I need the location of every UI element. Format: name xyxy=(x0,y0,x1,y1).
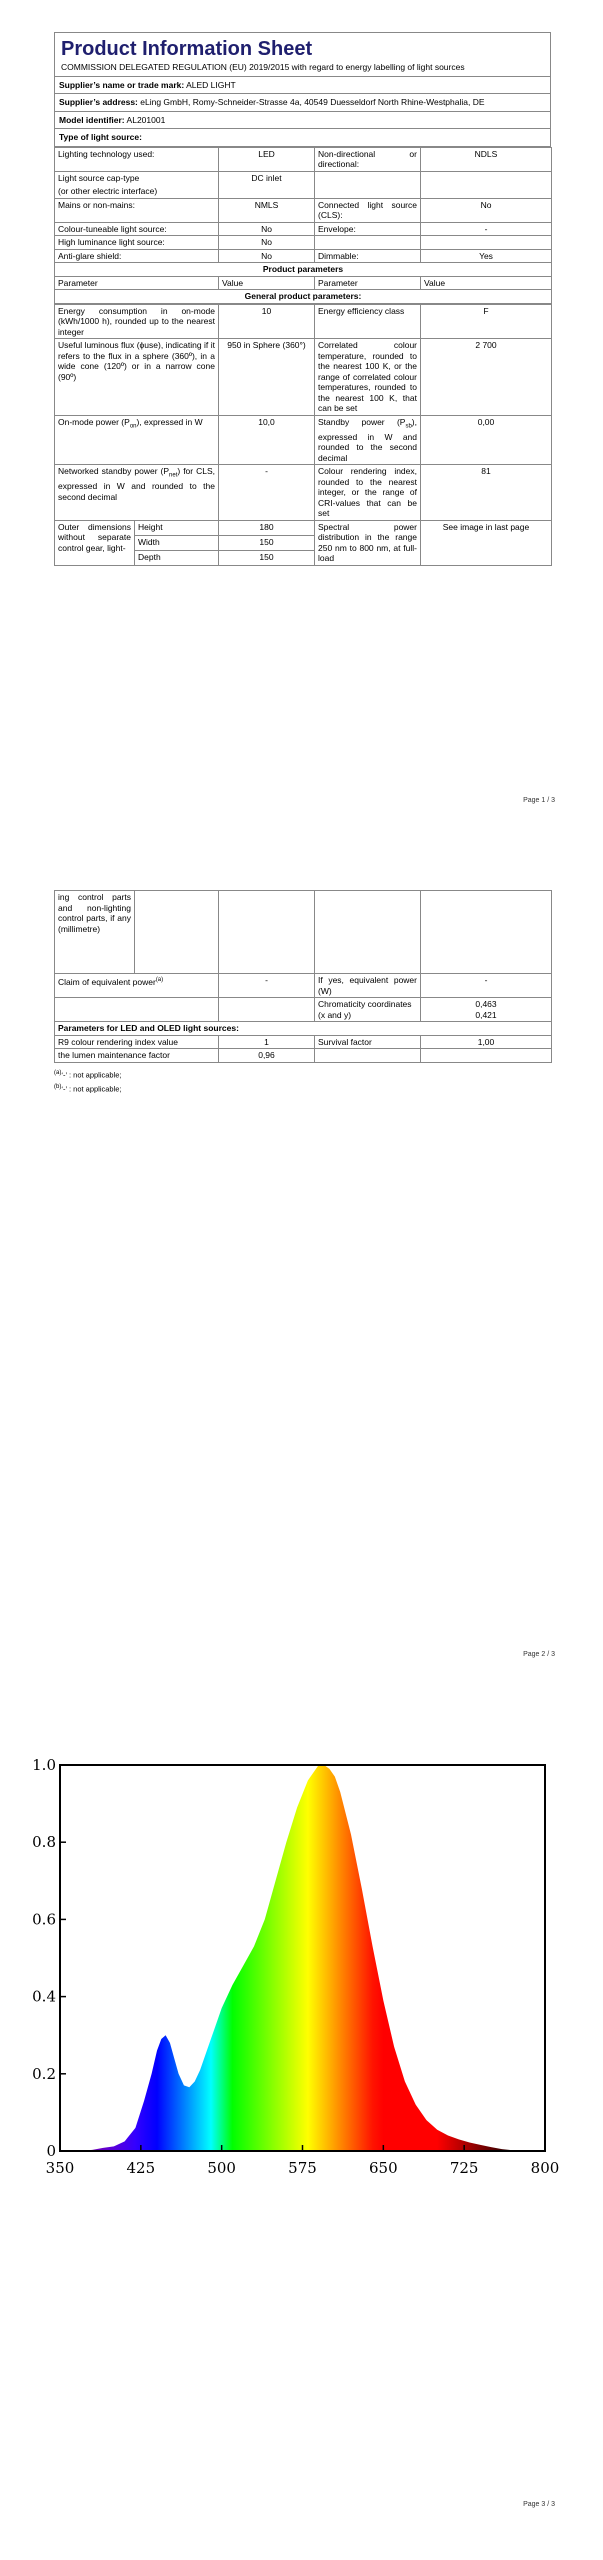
spectral-power-chart-svg xyxy=(32,1755,560,2195)
empty-cell xyxy=(135,891,219,974)
x-tick-label: 650 xyxy=(369,2159,398,2177)
net-standby-label-sub: net xyxy=(169,472,178,479)
anti-glare-value: No xyxy=(219,249,315,263)
survival-value: 1,00 xyxy=(421,1035,552,1049)
page-2 xyxy=(0,890,603,1670)
col-value: Value xyxy=(421,276,552,290)
cap-type-label xyxy=(55,171,219,198)
empty-cell xyxy=(421,891,552,974)
r9-value: 1 xyxy=(219,1035,315,1049)
table-row xyxy=(55,1022,552,1036)
spectral-power-chart xyxy=(32,1755,560,2195)
net-standby-value: - xyxy=(219,465,315,521)
net-standby-label-post: ) for CLS, expressed in W and rounded to the second decimal xyxy=(58,466,216,502)
table-row xyxy=(55,1049,552,1063)
eff-class-label: Energy efficiency class xyxy=(315,304,421,339)
y-tick-label: 0 xyxy=(46,2142,56,2160)
empty-cell xyxy=(55,998,219,1022)
supplier-address-row xyxy=(54,94,551,112)
supplier-name: ALED LIGHT xyxy=(186,79,236,90)
x-tick-label: 725 xyxy=(449,2159,479,2177)
lumen-maint-value: 0,96 xyxy=(219,1049,315,1063)
x-tick-label: 800 xyxy=(530,2159,560,2177)
table-row xyxy=(55,465,552,521)
cap-type-label-line1: Light source cap-type xyxy=(58,172,140,183)
table-row xyxy=(55,1035,552,1049)
y-tick-label: 0.2 xyxy=(32,2064,56,2083)
page-title: Product Information Sheet xyxy=(54,32,551,61)
lumen-maint-label: the lumen maintenance factor xyxy=(55,1049,219,1063)
table-row xyxy=(55,263,552,277)
page-3 xyxy=(0,1700,603,2560)
footnotes xyxy=(54,1067,551,1096)
table-row xyxy=(55,276,552,290)
height-label: Height xyxy=(135,520,219,535)
col-value: Value xyxy=(219,276,315,290)
table-row xyxy=(55,891,552,974)
table-row xyxy=(55,198,552,222)
mains-value: NMLS xyxy=(219,198,315,222)
spd-label: Spectral power distribution in the range 250 nm to 800 nm, at full-load xyxy=(315,520,421,565)
regulation-text: COMMISSION DELEGATED REGULATION (EU) 2019/2015 with regard to energy labelling of light sources xyxy=(54,61,551,77)
led-params-heading: Parameters for LED and OLED light sources: xyxy=(55,1022,552,1036)
empty-cell xyxy=(421,236,552,250)
outer-dimensions-label-continued: ing control parts and non-lighting control parts, if any (millimetre) xyxy=(55,891,135,974)
table-row xyxy=(55,249,552,263)
table-row xyxy=(55,974,552,998)
dimmable-label: Dimmable: xyxy=(315,249,421,263)
energy-value: 10 xyxy=(219,304,315,339)
net-standby-label-pre: Networked standby power (P xyxy=(58,466,170,477)
footnote-b-text: ‘-’ : not applicable; xyxy=(61,1084,122,1094)
standby-label xyxy=(315,415,421,465)
equiv-w-value: - xyxy=(421,974,552,998)
cri-label: Colour rendering index, rounded to the nearest integer, or the range of CRI-values that can be set xyxy=(315,465,421,521)
standby-label-sub: sb xyxy=(405,423,412,430)
type-heading: Type of light source: xyxy=(54,129,551,147)
depth-value: 150 xyxy=(219,550,315,565)
cri-value: 81 xyxy=(421,465,552,521)
cct-label: Correlated colour temperature, rounded to the nearest 100 K, or the range of correlated colour temperatures, rounded to the nearest 100 K, that can be set xyxy=(315,339,421,416)
standby-label-pre: Standby power (P xyxy=(318,416,406,427)
x-tick-label: 500 xyxy=(207,2159,236,2177)
spd-value: See image in last page xyxy=(421,520,552,565)
product-params-heading: Product parameters xyxy=(55,263,552,277)
x-tick-label: 350 xyxy=(45,2159,75,2177)
onmode-label-sub: on xyxy=(129,423,137,430)
type-table xyxy=(54,147,552,304)
table-row xyxy=(55,147,552,171)
cap-type-value: DC inlet xyxy=(219,171,315,198)
product-information-sheet xyxy=(54,32,551,566)
standby-value: 0,00 xyxy=(421,415,552,465)
y-tick-label: 0.8 xyxy=(32,1833,56,1852)
lighting-tech-label: Lighting technology used: xyxy=(55,147,219,171)
empty-cell xyxy=(219,998,315,1022)
lighting-tech-value: LED xyxy=(219,147,315,171)
non-directional-label: Non-directional or directional: xyxy=(315,147,421,171)
empty-cell xyxy=(219,891,315,974)
table-row xyxy=(55,998,552,1022)
supplier-address: eLing GmbH, Romy-Schneider-Strasse 4a, 40549 Duesseldorf North Rhine-Westphalia, DE xyxy=(140,97,485,107)
y-tick-label: 0.6 xyxy=(32,1910,56,1929)
equiv-label-sup: (a) xyxy=(155,977,164,983)
onmode-label-post: ), expressed in W xyxy=(136,416,203,427)
table-row xyxy=(55,171,552,198)
y-tick-label: 1.0 xyxy=(32,1756,56,1774)
energy-label: Energy consumption in on-mode (kWh/1000 h), rounded up to the nearest integer xyxy=(55,304,219,339)
colour-tunable-value: No xyxy=(219,222,315,236)
table-row xyxy=(55,236,552,250)
depth-label: Depth xyxy=(135,550,219,565)
page-number: Page 1 / 3 xyxy=(523,797,555,804)
chroma-values xyxy=(421,998,552,1022)
outer-dimensions-label: Outer dimensions without separate control gear, light- xyxy=(55,520,135,565)
table-row xyxy=(55,339,552,416)
x-tick-label: 425 xyxy=(126,2159,156,2177)
colour-tunable-label: Colour-tuneable light source: xyxy=(55,222,219,236)
equiv-w-label: If yes, equivalent power (W) xyxy=(315,974,421,998)
dimmable-value: Yes xyxy=(421,249,552,263)
width-value: 150 xyxy=(219,535,315,550)
col-parameter: Parameter xyxy=(55,276,219,290)
non-directional-value: NDLS xyxy=(421,147,552,171)
onmode-label xyxy=(55,415,219,465)
footnote-b-sup: (b) xyxy=(54,1084,62,1090)
empty-cell xyxy=(421,171,552,198)
spectrum-area xyxy=(79,1765,518,2151)
eff-class-value: F xyxy=(421,304,552,339)
params-table xyxy=(54,304,552,566)
table-row xyxy=(55,304,552,339)
model-label: Model identifier: xyxy=(59,114,125,125)
empty-cell xyxy=(315,891,421,974)
onmode-label-pre: On-mode power (P xyxy=(58,416,130,427)
page-number: Page 2 / 3 xyxy=(523,1651,555,1658)
r9-label: R9 colour rendering index value xyxy=(55,1035,219,1049)
survival-label: Survival factor xyxy=(315,1035,421,1049)
flux-label: Useful luminous flux (ϕuse), indicating if it refers to the flux in a sphere (360º), in a wide cone (120º) or in a narrow cone (90º) xyxy=(55,339,219,416)
mains-label: Mains or non-mains: xyxy=(55,198,219,222)
anti-glare-label: Anti-glare shield: xyxy=(55,249,219,263)
envelope-value: - xyxy=(421,222,552,236)
high-lum-label: High luminance light source: xyxy=(55,236,219,250)
equiv-label-text: Claim of equivalent power xyxy=(58,976,156,987)
model-row xyxy=(54,112,551,130)
onmode-value: 10,0 xyxy=(219,415,315,465)
general-params-heading: General product parameters: xyxy=(55,290,552,304)
footnote-b xyxy=(54,1081,551,1096)
table-row xyxy=(55,290,552,304)
envelope-label: Envelope: xyxy=(315,222,421,236)
supplier-name-row xyxy=(54,77,551,95)
connected-label: Connected light source (CLS): xyxy=(315,198,421,222)
supplier-name-label: Supplier’s name or trade mark: xyxy=(59,79,185,90)
table-row xyxy=(55,520,552,535)
x-tick-label: 575 xyxy=(288,2159,317,2177)
y-tick-label: 0.4 xyxy=(32,1987,56,2006)
equiv-value: - xyxy=(219,974,315,998)
footnote-a-text: ‘-’ : not applicable; xyxy=(61,1070,122,1079)
params-table-continued xyxy=(54,890,552,1063)
model-identifier: AL201001 xyxy=(126,114,166,125)
connected-value: No xyxy=(421,198,552,222)
cap-type-label-line2: (or other electric interface) xyxy=(58,186,158,196)
page-number: Page 3 / 3 xyxy=(523,2501,555,2508)
height-value: 180 xyxy=(219,520,315,535)
supplier-address-label: Supplier’s address: xyxy=(59,97,138,107)
col-parameter: Parameter xyxy=(315,276,421,290)
table-row xyxy=(55,222,552,236)
net-standby-label xyxy=(55,465,219,521)
empty-cell xyxy=(421,1049,552,1063)
footnote-a-sup: (a) xyxy=(54,1069,62,1076)
equiv-label xyxy=(55,974,219,998)
table-row xyxy=(55,415,552,465)
footnote-a xyxy=(54,1067,551,1082)
high-lum-value: No xyxy=(219,236,315,250)
cct-value: 2 700 xyxy=(421,339,552,416)
empty-cell xyxy=(315,236,421,250)
standby-label-post: ), expressed in W and rounded to the second decimal xyxy=(318,416,417,463)
chroma-y: 0,421 xyxy=(475,1009,497,1020)
product-information-sheet-continued xyxy=(54,890,551,1096)
width-label: Width xyxy=(135,535,219,550)
empty-cell xyxy=(315,1049,421,1063)
chroma-label: Chromaticity coordinates (x and y) xyxy=(315,998,421,1022)
page-1 xyxy=(0,0,603,810)
chroma-x: 0,463 xyxy=(475,999,497,1009)
flux-value: 950 in Sphere (360°) xyxy=(219,339,315,416)
empty-cell xyxy=(315,171,421,198)
